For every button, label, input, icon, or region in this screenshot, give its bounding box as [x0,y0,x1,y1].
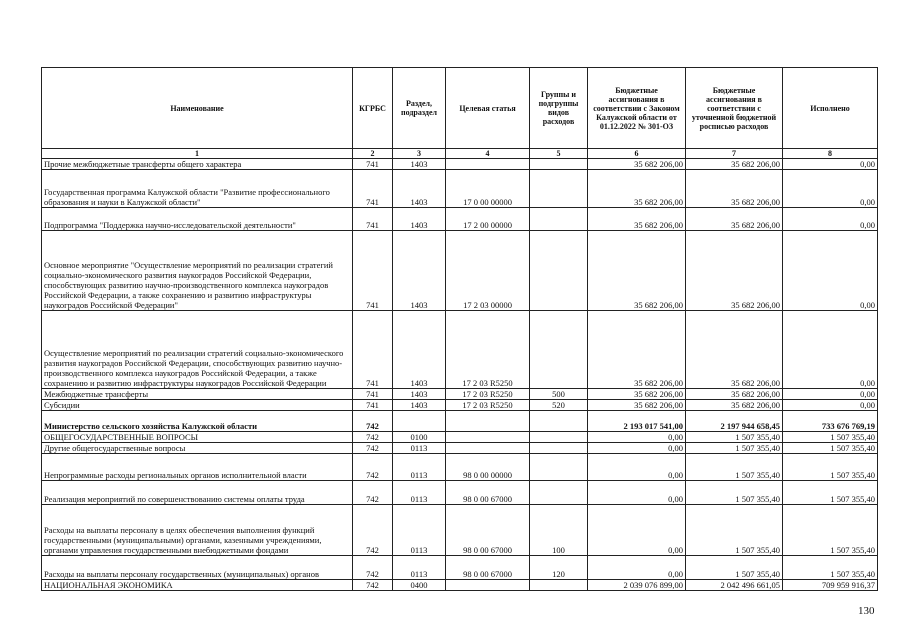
row-law: 35 682 206,00 [588,311,686,389]
row-executed: 733 676 769,19 [783,411,878,432]
row-section: 1403 [393,389,446,400]
row-executed: 0,00 [783,400,878,411]
table-row [42,311,878,389]
row-group: 120 [530,556,588,580]
row-section: 0113 [393,481,446,505]
row-group [530,481,588,505]
row-target [446,443,530,454]
row-executed: 0,00 [783,231,878,311]
row-executed: 709 959 916,37 [783,580,878,591]
header-section: Раздел, подраздел [393,68,446,149]
row-kgrbs: 742 [353,481,393,505]
row-target: 17 2 03 R5250 [446,400,530,411]
row-executed: 1 507 355,40 [783,454,878,481]
row-refined: 35 682 206,00 [686,400,783,411]
row-law: 0,00 [588,505,686,556]
table-row [42,400,878,411]
row-kgrbs: 742 [353,432,393,443]
row-group [530,311,588,389]
column-number: 3 [393,149,446,159]
row-refined: 35 682 206,00 [686,208,783,231]
row-executed: 1 507 355,40 [783,556,878,580]
table-row [42,170,878,208]
header-kgrbs: КГРБС [353,68,393,149]
row-refined: 1 507 355,40 [686,432,783,443]
row-name: Другие общегосударственные вопросы [42,443,353,454]
row-name: Подпрограмма "Поддержка научно-исследовательской деятельности" [42,208,353,231]
row-refined: 35 682 206,00 [686,231,783,311]
table-row [42,231,878,311]
column-number-row [42,149,878,159]
row-executed: 1 507 355,40 [783,481,878,505]
row-kgrbs: 742 [353,556,393,580]
row-section: 1403 [393,170,446,208]
row-group [530,454,588,481]
table-row [42,159,878,170]
row-kgrbs: 742 [353,411,393,432]
table-row [42,505,878,556]
row-refined: 1 507 355,40 [686,454,783,481]
header-executed: Исполнено [783,68,878,149]
row-group: 100 [530,505,588,556]
column-number: 8 [783,149,878,159]
header-row [42,68,878,149]
row-section [393,411,446,432]
header-target: Целевая статья [446,68,530,149]
row-refined: 1 507 355,40 [686,481,783,505]
row-kgrbs: 741 [353,311,393,389]
header-law-allocations: Бюджетные ассигнования в соответствии с Законом Калужской области от 01.12.2022 № 301-ОЗ [588,68,686,149]
table-row [42,443,878,454]
row-law: 0,00 [588,481,686,505]
row-kgrbs: 741 [353,400,393,411]
column-number: 1 [42,149,353,159]
row-target: 17 2 03 R5250 [446,311,530,389]
budget-table [41,67,878,591]
row-kgrbs: 741 [353,389,393,400]
table-row [42,481,878,505]
row-refined: 35 682 206,00 [686,389,783,400]
row-refined: 1 507 355,40 [686,505,783,556]
table-row [42,208,878,231]
row-executed: 1 507 355,40 [783,432,878,443]
row-refined: 35 682 206,00 [686,170,783,208]
row-group [530,411,588,432]
table-row [42,389,878,400]
row-law: 0,00 [588,443,686,454]
row-executed: 0,00 [783,208,878,231]
row-executed: 1 507 355,40 [783,443,878,454]
column-number: 5 [530,149,588,159]
row-refined: 1 507 355,40 [686,443,783,454]
row-law: 35 682 206,00 [588,231,686,311]
row-group [530,208,588,231]
row-refined: 1 507 355,40 [686,556,783,580]
row-group [530,432,588,443]
row-target [446,159,530,170]
row-law: 0,00 [588,454,686,481]
row-law: 0,00 [588,556,686,580]
row-refined: 2 197 944 658,45 [686,411,783,432]
row-name: ОБЩЕГОСУДАРСТВЕННЫЕ ВОПРОСЫ [42,432,353,443]
row-section: 1403 [393,231,446,311]
row-kgrbs: 742 [353,454,393,481]
row-kgrbs: 741 [353,159,393,170]
row-name: Реализация мероприятий по совершенствованию системы оплаты труда [42,481,353,505]
row-name: Министерство сельского хозяйства Калужской области [42,411,353,432]
row-section: 0113 [393,505,446,556]
row-law: 0,00 [588,432,686,443]
table-row [42,411,878,432]
header-groups: Группы и подгруппы видов расходов [530,68,588,149]
row-section: 1403 [393,311,446,389]
row-refined: 2 042 496 661,05 [686,580,783,591]
row-executed: 0,00 [783,170,878,208]
row-target: 98 0 00 67000 [446,556,530,580]
row-section: 0400 [393,580,446,591]
row-target [446,411,530,432]
row-target: 17 2 00 00000 [446,208,530,231]
row-section: 1403 [393,159,446,170]
row-law: 2 039 076 899,00 [588,580,686,591]
row-executed: 0,00 [783,311,878,389]
row-kgrbs: 742 [353,580,393,591]
row-executed: 1 507 355,40 [783,505,878,556]
row-target: 98 0 00 67000 [446,481,530,505]
row-group: 500 [530,389,588,400]
row-section: 0100 [393,432,446,443]
row-law: 35 682 206,00 [588,170,686,208]
row-law: 35 682 206,00 [588,389,686,400]
row-law: 35 682 206,00 [588,208,686,231]
row-kgrbs: 741 [353,231,393,311]
table-row [42,556,878,580]
row-executed: 0,00 [783,159,878,170]
row-law: 2 193 017 541,00 [588,411,686,432]
row-name: Расходы на выплаты персоналу в целях обеспечения выполнения функций государственными (муниципальными) органами, казенными учреждениями, органами управления государственными внебюджетными фондами [42,505,353,556]
row-name: Непрограммные расходы региональных органов исполнительной власти [42,454,353,481]
row-section: 1403 [393,400,446,411]
column-number: 6 [588,149,686,159]
row-name: Государственная программа Калужской области "Развитие профессионального образования и науки в Калужской области" [42,170,353,208]
row-target: 17 2 03 00000 [446,231,530,311]
row-refined: 35 682 206,00 [686,311,783,389]
row-kgrbs: 741 [353,170,393,208]
row-target [446,432,530,443]
row-name: Основное мероприятие "Осуществление мероприятий по реализации стратегий социально-экономического развития наукоградов Российской Федерации, способствующих развитию научно-производственного комплекса наукоградов Российской Федерации, а также сохранению и развитию инфраструктуры наукоградов Российской Федерации" [42,231,353,311]
header-name: Наименование [42,68,353,149]
row-kgrbs: 742 [353,505,393,556]
row-executed: 0,00 [783,389,878,400]
row-target: 98 0 00 00000 [446,454,530,481]
row-name: Прочие межбюджетные трансферты общего характера [42,159,353,170]
table-row [42,580,878,591]
row-refined: 35 682 206,00 [686,159,783,170]
column-number: 4 [446,149,530,159]
column-number: 2 [353,149,393,159]
row-kgrbs: 742 [353,443,393,454]
row-name: Субсидии [42,400,353,411]
row-group [530,580,588,591]
row-name: Межбюджетные трансферты [42,389,353,400]
row-section: 0113 [393,454,446,481]
row-section: 0113 [393,443,446,454]
row-target: 17 0 00 00000 [446,170,530,208]
table-row [42,454,878,481]
row-target [446,580,530,591]
row-group [530,159,588,170]
row-group [530,170,588,208]
row-name: НАЦИОНАЛЬНАЯ ЭКОНОМИКА [42,580,353,591]
column-number: 7 [686,149,783,159]
row-target: 98 0 00 67000 [446,505,530,556]
table-row [42,432,878,443]
row-group [530,231,588,311]
row-section: 0113 [393,556,446,580]
row-law: 35 682 206,00 [588,400,686,411]
page-number: 130 [858,605,875,617]
row-group [530,443,588,454]
row-name: Расходы на выплаты персоналу государственных (муниципальных) органов [42,556,353,580]
row-section: 1403 [393,208,446,231]
row-target: 17 2 03 R5250 [446,389,530,400]
row-group: 520 [530,400,588,411]
row-law: 35 682 206,00 [588,159,686,170]
row-name: Осуществление мероприятий по реализации стратегий социально-экономического развития наукоградов Российской Федерации, способствующих развитию научно-производственного комплекса наукоградов Российской Федерации, а также сохранению и развитию инфраструктуры наукоградов Российской Федерации [42,311,353,389]
row-kgrbs: 741 [353,208,393,231]
header-refined-allocations: Бюджетные ассигнования в соответствии с уточненной бюджетной росписью расходов [686,68,783,149]
